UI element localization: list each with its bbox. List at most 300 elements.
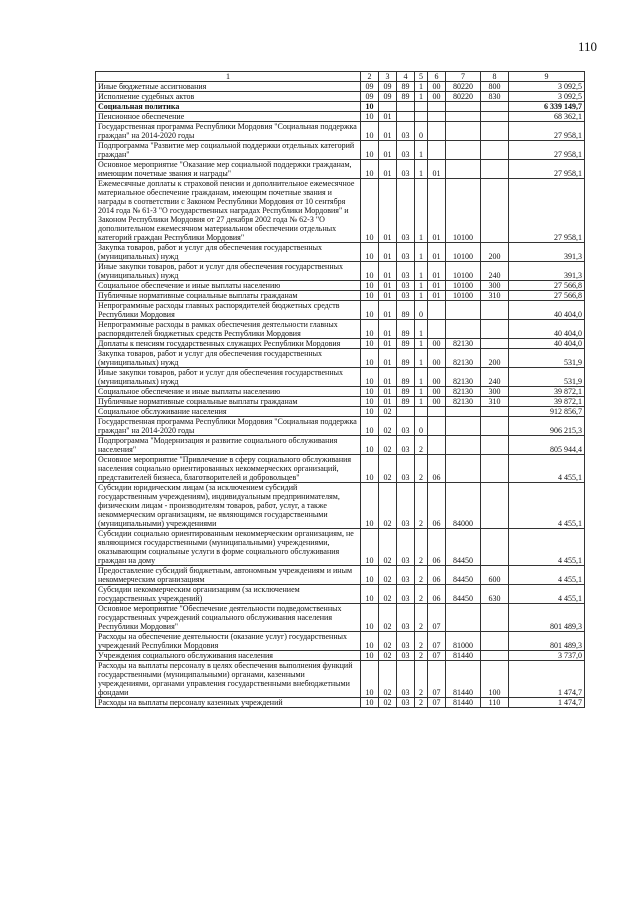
row-code-cell: 00	[428, 92, 446, 102]
row-name-cell: Иные закупки товаров, работ и услуг для обеспечения государственных (муниципальных) нужд	[96, 262, 361, 281]
row-code-cell: 84450	[446, 566, 481, 585]
row-code-cell: 03	[397, 436, 415, 455]
row-code-cell: 02	[379, 632, 397, 651]
row-code-cell: 2	[415, 651, 428, 661]
row-code-cell: 2	[415, 585, 428, 604]
table-row	[96, 112, 585, 122]
row-name-cell: Доплаты к пенсиям государственных служащих Республики Мордовия	[96, 339, 361, 349]
row-code-cell	[428, 417, 446, 436]
row-code-cell	[397, 102, 415, 112]
row-code-cell: 06	[428, 455, 446, 483]
table-row	[96, 243, 585, 262]
row-code-cell: 10	[361, 291, 379, 301]
header-col-6: 6	[428, 72, 446, 82]
row-code-cell: 00	[428, 397, 446, 407]
page-number: 110	[578, 39, 598, 54]
row-code-cell	[415, 407, 428, 417]
table-row	[96, 455, 585, 483]
row-sum-cell: 27 566,8	[509, 291, 585, 301]
row-code-cell: 10	[361, 604, 379, 632]
row-code-cell	[481, 141, 509, 160]
table-row	[96, 291, 585, 301]
row-code-cell: 10	[361, 566, 379, 585]
row-code-cell: 07	[428, 632, 446, 651]
row-code-cell: 03	[397, 291, 415, 301]
row-code-cell: 02	[379, 407, 397, 417]
row-code-cell: 10	[361, 387, 379, 397]
row-name-cell: Основное мероприятие "Оказание мер социальной поддержки гражданам, имеющим почетные звания и награды"	[96, 160, 361, 179]
row-code-cell: 01	[379, 262, 397, 281]
row-code-cell	[428, 301, 446, 320]
row-code-cell: 1	[415, 92, 428, 102]
row-code-cell: 10100	[446, 243, 481, 262]
row-code-cell	[481, 301, 509, 320]
row-code-cell: 01	[428, 281, 446, 291]
header-col-2: 2	[361, 72, 379, 82]
row-code-cell: 03	[397, 179, 415, 243]
row-code-cell: 10	[361, 417, 379, 436]
row-sum-cell: 4 455,1	[509, 483, 585, 529]
row-name-cell: Основное мероприятие "Привлечение в сферу социального обслуживания населения социально ориентированных некоммерческих организаций, представителей бизнеса, благотворителей и добровольцев"	[96, 455, 361, 483]
row-code-cell	[481, 529, 509, 566]
row-code-cell: 01	[379, 160, 397, 179]
row-sum-cell: 3 092,5	[509, 92, 585, 102]
row-code-cell: 200	[481, 243, 509, 262]
row-code-cell: 1	[415, 339, 428, 349]
table-row	[96, 604, 585, 632]
budget-table	[95, 71, 585, 708]
row-code-cell: 1	[415, 281, 428, 291]
row-code-cell: 1	[415, 320, 428, 339]
row-code-cell: 07	[428, 661, 446, 698]
table-row	[96, 349, 585, 368]
table-row	[96, 102, 585, 112]
row-code-cell: 10	[361, 397, 379, 407]
table-row	[96, 160, 585, 179]
row-code-cell: 84450	[446, 529, 481, 566]
row-code-cell: 02	[379, 436, 397, 455]
row-sum-cell: 912 856,7	[509, 407, 585, 417]
row-sum-cell: 27 958,1	[509, 122, 585, 141]
row-code-cell: 03	[397, 632, 415, 651]
row-code-cell: 10	[361, 301, 379, 320]
row-code-cell: 00	[428, 349, 446, 368]
row-name-cell: Подпрограмма "Модернизация и развитие социального обслуживания населения"	[96, 436, 361, 455]
row-code-cell	[446, 122, 481, 141]
row-code-cell: 10	[361, 455, 379, 483]
row-code-cell	[481, 436, 509, 455]
row-code-cell	[446, 301, 481, 320]
row-code-cell: 06	[428, 566, 446, 585]
row-code-cell: 03	[397, 243, 415, 262]
row-sum-cell: 531,9	[509, 368, 585, 387]
row-code-cell: 89	[397, 349, 415, 368]
row-code-cell: 10	[361, 661, 379, 698]
table-row	[96, 651, 585, 661]
table-header-row	[96, 72, 585, 82]
row-code-cell: 02	[379, 483, 397, 529]
row-code-cell: 80220	[446, 92, 481, 102]
row-sum-cell: 801 489,3	[509, 632, 585, 651]
row-code-cell: 09	[379, 92, 397, 102]
table-row	[96, 483, 585, 529]
row-code-cell: 09	[361, 92, 379, 102]
table-row	[96, 339, 585, 349]
row-code-cell: 02	[379, 585, 397, 604]
table-row	[96, 387, 585, 397]
row-code-cell	[446, 407, 481, 417]
row-code-cell: 2	[415, 566, 428, 585]
row-code-cell: 1	[415, 160, 428, 179]
row-code-cell: 89	[397, 82, 415, 92]
row-code-cell: 2	[415, 529, 428, 566]
row-code-cell: 110	[481, 698, 509, 708]
row-code-cell: 10	[361, 339, 379, 349]
row-name-cell: Иные бюджетные ассигнования	[96, 82, 361, 92]
row-code-cell: 1	[415, 349, 428, 368]
table-row	[96, 632, 585, 651]
row-code-cell: 10	[361, 179, 379, 243]
row-code-cell: 03	[397, 281, 415, 291]
row-sum-cell: 906 215,3	[509, 417, 585, 436]
row-name-cell: Расходы на обеспечение деятельности (оказание услуг) государственных учреждений Республики Мордовия	[96, 632, 361, 651]
row-code-cell: 03	[397, 698, 415, 708]
row-sum-cell: 391,3	[509, 243, 585, 262]
row-sum-cell: 39 872,1	[509, 397, 585, 407]
row-code-cell: 1	[415, 368, 428, 387]
row-code-cell: 10	[361, 407, 379, 417]
row-code-cell: 1	[415, 387, 428, 397]
row-name-cell: Публичные нормативные социальные выплаты гражданам	[96, 291, 361, 301]
table-row	[96, 301, 585, 320]
row-code-cell: 2	[415, 661, 428, 698]
row-code-cell: 01	[379, 281, 397, 291]
row-code-cell	[446, 604, 481, 632]
row-code-cell	[428, 141, 446, 160]
row-code-cell: 03	[397, 585, 415, 604]
row-name-cell: Закупка товаров, работ и услуг для обеспечения государственных (муниципальных) нужд	[96, 243, 361, 262]
row-code-cell: 10	[361, 632, 379, 651]
row-code-cell	[481, 160, 509, 179]
row-code-cell	[481, 483, 509, 529]
row-code-cell: 1	[415, 262, 428, 281]
row-code-cell: 03	[397, 122, 415, 141]
row-code-cell: 03	[397, 483, 415, 529]
row-code-cell: 82130	[446, 349, 481, 368]
row-code-cell	[428, 122, 446, 141]
row-code-cell: 84000	[446, 483, 481, 529]
row-code-cell: 01	[379, 179, 397, 243]
row-sum-cell: 4 455,1	[509, 529, 585, 566]
row-code-cell: 02	[379, 455, 397, 483]
row-code-cell	[379, 102, 397, 112]
row-sum-cell: 805 944,4	[509, 436, 585, 455]
row-code-cell	[415, 102, 428, 112]
table-row	[96, 320, 585, 339]
row-code-cell: 01	[379, 387, 397, 397]
row-code-cell: 03	[397, 417, 415, 436]
row-code-cell: 82130	[446, 387, 481, 397]
table-row	[96, 566, 585, 585]
row-name-cell: Субсидии некоммерческим организациям (за исключением государственных учреждений)	[96, 585, 361, 604]
row-code-cell: 240	[481, 368, 509, 387]
row-code-cell	[446, 417, 481, 436]
row-code-cell	[397, 407, 415, 417]
row-code-cell: 10	[361, 243, 379, 262]
row-code-cell: 01	[379, 397, 397, 407]
header-col-3: 3	[379, 72, 397, 82]
row-code-cell: 310	[481, 291, 509, 301]
row-code-cell: 03	[397, 661, 415, 698]
table-row	[96, 262, 585, 281]
header-col-7: 7	[446, 72, 481, 82]
row-name-cell: Государственная программа Республики Мордовия "Социальная поддержка граждан" на 2014-2020 годы	[96, 122, 361, 141]
row-code-cell: 10	[361, 349, 379, 368]
row-code-cell: 10	[361, 436, 379, 455]
row-code-cell: 03	[397, 566, 415, 585]
row-code-cell: 10	[361, 112, 379, 122]
table-row	[96, 141, 585, 160]
row-code-cell: 10	[361, 281, 379, 291]
row-name-cell: Исполнение судебных актов	[96, 92, 361, 102]
row-code-cell: 03	[397, 262, 415, 281]
row-code-cell: 89	[397, 92, 415, 102]
row-name-cell: Закупка товаров, работ и услуг для обеспечения государственных (муниципальных) нужд	[96, 349, 361, 368]
row-name-cell: Предоставление субсидий бюджетным, автономным учреждениям и иным некоммерческим организациям	[96, 566, 361, 585]
row-name-cell: Ежемесячные доплаты к страховой пенсии и дополнительное ежемесячное материальное обеспечение гражданам, имеющим почетные звания и награды в соответствии с Законом Республики Мордовия от 10 сентября 2014 года № 61-З "О государственных наградах Республики Мордовия" и Законом Республики Мордовия от 27 декабря 2002 года № 62-З "О дополнительном ежемесячном материальном обеспечении отдельных категорий граждан Республики Мордовия"	[96, 179, 361, 243]
row-code-cell: 10	[361, 102, 379, 112]
table-row	[96, 179, 585, 243]
row-code-cell	[397, 112, 415, 122]
row-code-cell: 10	[361, 262, 379, 281]
row-code-cell	[446, 455, 481, 483]
row-sum-cell: 4 455,1	[509, 455, 585, 483]
row-sum-cell: 68 362,1	[509, 112, 585, 122]
row-code-cell: 300	[481, 387, 509, 397]
row-sum-cell: 801 489,3	[509, 604, 585, 632]
row-sum-cell: 3 737,0	[509, 651, 585, 661]
row-code-cell: 240	[481, 262, 509, 281]
row-code-cell: 06	[428, 529, 446, 566]
row-code-cell: 84450	[446, 585, 481, 604]
row-code-cell: 89	[397, 397, 415, 407]
row-code-cell: 2	[415, 436, 428, 455]
row-sum-cell: 1 474,7	[509, 661, 585, 698]
row-code-cell: 10100	[446, 281, 481, 291]
row-name-cell: Социальная политика	[96, 102, 361, 112]
row-code-cell: 03	[397, 529, 415, 566]
row-code-cell: 01	[379, 320, 397, 339]
row-code-cell: 0	[415, 417, 428, 436]
row-code-cell: 10	[361, 698, 379, 708]
row-code-cell: 06	[428, 585, 446, 604]
row-code-cell	[428, 436, 446, 455]
row-code-cell: 03	[397, 141, 415, 160]
row-sum-cell: 1 474,7	[509, 698, 585, 708]
row-code-cell: 03	[397, 604, 415, 632]
row-sum-cell: 40 404,0	[509, 339, 585, 349]
row-name-cell: Учреждения социального обслуживания населения	[96, 651, 361, 661]
row-code-cell: 10100	[446, 291, 481, 301]
row-code-cell: 10	[361, 483, 379, 529]
row-sum-cell: 40 404,0	[509, 301, 585, 320]
row-sum-cell: 27 958,1	[509, 141, 585, 160]
row-sum-cell: 40 404,0	[509, 320, 585, 339]
table-row	[96, 407, 585, 417]
row-code-cell: 01	[379, 339, 397, 349]
row-name-cell: Пенсионное обеспечение	[96, 112, 361, 122]
table-row	[96, 82, 585, 92]
table-row	[96, 397, 585, 407]
row-code-cell	[428, 320, 446, 339]
row-code-cell: 01	[379, 122, 397, 141]
row-sum-cell: 27 958,1	[509, 160, 585, 179]
row-code-cell: 1	[415, 243, 428, 262]
row-sum-cell: 391,3	[509, 262, 585, 281]
row-code-cell: 10	[361, 651, 379, 661]
row-code-cell: 01	[379, 301, 397, 320]
table-row	[96, 529, 585, 566]
row-sum-cell: 531,9	[509, 349, 585, 368]
row-sum-cell: 27 958,1	[509, 179, 585, 243]
table-row	[96, 417, 585, 436]
row-name-cell: Непрограммные расходы главных распорядителей бюджетных средств Республики Мордовия	[96, 301, 361, 320]
row-code-cell: 02	[379, 661, 397, 698]
row-name-cell: Субсидии юридическим лицам (за исключением субсидий государственным учреждениям), индивидуальным предпринимателям, физическим лицам - производителям товаров, работ, услуг, а также некоммерческим организациям, не являющимся государственными (муниципальными) учреждениями	[96, 483, 361, 529]
row-code-cell	[428, 407, 446, 417]
row-code-cell: 01	[379, 349, 397, 368]
row-sum-cell: 27 566,8	[509, 281, 585, 291]
row-code-cell: 09	[361, 82, 379, 92]
row-code-cell	[481, 407, 509, 417]
table-row	[96, 122, 585, 141]
row-code-cell: 07	[428, 604, 446, 632]
row-code-cell	[446, 160, 481, 179]
table-row	[96, 368, 585, 387]
row-code-cell: 81440	[446, 651, 481, 661]
row-code-cell: 82130	[446, 397, 481, 407]
row-code-cell: 10	[361, 529, 379, 566]
row-code-cell: 01	[428, 160, 446, 179]
row-sum-cell: 3 092,5	[509, 82, 585, 92]
row-code-cell: 02	[379, 698, 397, 708]
table-row	[96, 281, 585, 291]
row-code-cell: 1	[415, 291, 428, 301]
row-code-cell	[446, 102, 481, 112]
row-code-cell: 01	[379, 243, 397, 262]
row-code-cell: 03	[397, 455, 415, 483]
row-code-cell: 03	[397, 160, 415, 179]
row-name-cell: Социальное обеспечение и иные выплаты населению	[96, 387, 361, 397]
row-code-cell	[446, 112, 481, 122]
table-row	[96, 661, 585, 698]
row-name-cell: Государственная программа Республики Мордовия "Социальная поддержка граждан" на 2014-2020 годы	[96, 417, 361, 436]
table-row	[96, 92, 585, 102]
row-code-cell: 10	[361, 122, 379, 141]
table-row	[96, 585, 585, 604]
row-code-cell: 89	[397, 339, 415, 349]
row-code-cell	[446, 320, 481, 339]
row-code-cell: 06	[428, 483, 446, 529]
header-col-8: 8	[481, 72, 509, 82]
table-row	[96, 698, 585, 708]
row-code-cell: 100	[481, 661, 509, 698]
row-code-cell: 89	[397, 368, 415, 387]
row-code-cell: 10	[361, 585, 379, 604]
row-code-cell: 07	[428, 698, 446, 708]
row-code-cell: 01	[379, 291, 397, 301]
row-code-cell: 81000	[446, 632, 481, 651]
row-code-cell: 1	[415, 82, 428, 92]
row-code-cell	[481, 102, 509, 112]
row-code-cell: 02	[379, 604, 397, 632]
row-code-cell	[481, 651, 509, 661]
row-code-cell: 01	[428, 243, 446, 262]
row-code-cell	[428, 102, 446, 112]
row-code-cell: 200	[481, 349, 509, 368]
row-code-cell	[446, 436, 481, 455]
row-name-cell: Расходы на выплаты персоналу в целях обеспечения выполнения функций государственными (муниципальными) органами, казенными учреждениями, органами управления государственными внебюджетными фондами	[96, 661, 361, 698]
row-name-cell: Социальное обеспечение и иные выплаты населению	[96, 281, 361, 291]
row-code-cell: 01	[428, 291, 446, 301]
row-code-cell: 0	[415, 301, 428, 320]
row-code-cell: 0	[415, 122, 428, 141]
row-code-cell: 81440	[446, 698, 481, 708]
row-code-cell: 300	[481, 281, 509, 291]
row-name-cell: Расходы на выплаты персоналу казенных учреждений	[96, 698, 361, 708]
row-code-cell: 800	[481, 82, 509, 92]
row-code-cell: 00	[428, 82, 446, 92]
row-sum-cell: 4 455,1	[509, 585, 585, 604]
row-code-cell: 10	[361, 320, 379, 339]
row-code-cell: 02	[379, 651, 397, 661]
header-col-5: 5	[415, 72, 428, 82]
row-sum-cell: 6 339 149,7	[509, 102, 585, 112]
row-code-cell	[446, 141, 481, 160]
row-code-cell: 03	[397, 651, 415, 661]
row-code-cell: 2	[415, 698, 428, 708]
row-name-cell: Иные закупки товаров, работ и услуг для обеспечения государственных (муниципальных) нужд	[96, 368, 361, 387]
row-code-cell	[481, 320, 509, 339]
row-code-cell: 1	[415, 397, 428, 407]
row-code-cell: 00	[428, 387, 446, 397]
row-code-cell	[481, 122, 509, 141]
row-code-cell: 00	[428, 339, 446, 349]
row-code-cell: 2	[415, 604, 428, 632]
row-code-cell	[428, 112, 446, 122]
row-code-cell: 02	[379, 529, 397, 566]
row-name-cell: Непрограммные расходы в рамках обеспечения деятельности главных распорядителей бюджетных средств Республики Мордовия	[96, 320, 361, 339]
row-code-cell: 00	[428, 368, 446, 387]
row-code-cell: 630	[481, 585, 509, 604]
row-code-cell: 89	[397, 387, 415, 397]
row-code-cell: 10	[361, 141, 379, 160]
row-code-cell: 09	[379, 82, 397, 92]
row-code-cell	[481, 339, 509, 349]
row-code-cell	[481, 632, 509, 651]
row-code-cell	[415, 112, 428, 122]
table-row	[96, 436, 585, 455]
header-col-1: 1	[96, 72, 361, 82]
row-sum-cell: 39 872,1	[509, 387, 585, 397]
row-name-cell: Социальное обслуживание населения	[96, 407, 361, 417]
row-code-cell	[481, 112, 509, 122]
row-code-cell: 10100	[446, 179, 481, 243]
row-code-cell: 01	[379, 141, 397, 160]
row-sum-cell: 4 455,1	[509, 566, 585, 585]
row-code-cell: 310	[481, 397, 509, 407]
header-col-4: 4	[397, 72, 415, 82]
